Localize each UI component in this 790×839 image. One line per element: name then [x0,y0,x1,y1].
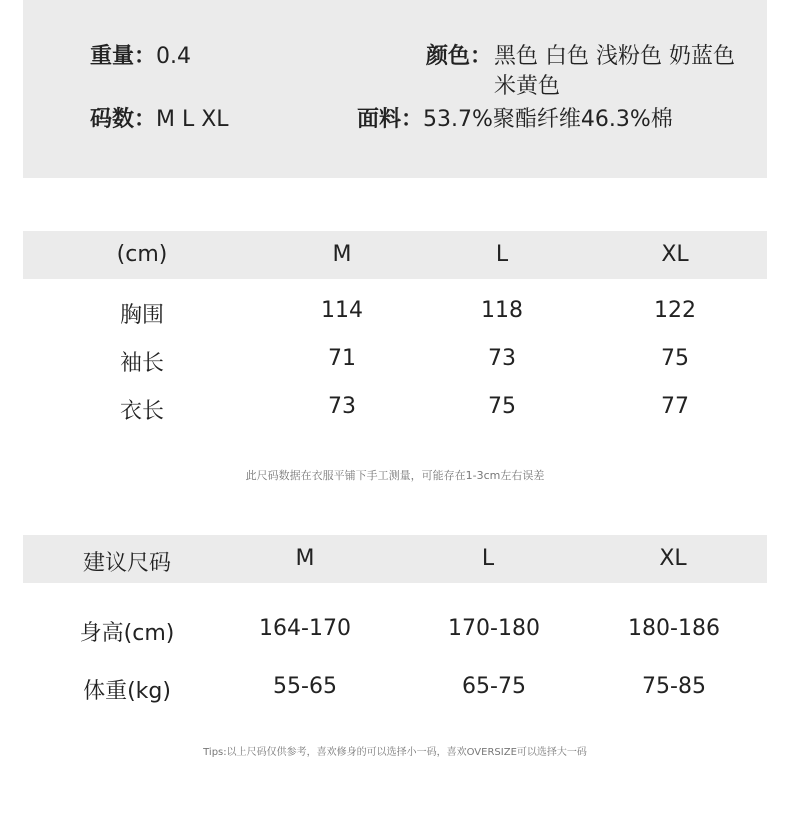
colors-row [426,42,735,99]
weight-value: 0.4 [156,44,192,69]
sizes-row [90,105,229,135]
size-cell: 118 [481,298,523,323]
recommend-cell: 180-186 [628,616,720,641]
colors-value-line1: 黑色 白色 浅粉色 奶蓝色 [494,44,735,69]
size-cell: 114 [321,298,363,323]
fabric-value: 53.7%聚酯纤维46.3%棉 [423,107,673,132]
weight-row [90,42,191,72]
recommend-row-label: 体重(kg) [83,679,171,704]
size-header-xl: XL [661,242,689,267]
recommend-cell: 55-65 [273,674,337,699]
colors-value-line2: 米黄色 [494,74,561,99]
sizes-value: M L XL [156,107,229,132]
size-cell: 73 [488,346,516,371]
size-cell: 77 [661,394,689,419]
colors-label: 颜色： [426,44,493,69]
size-row-label: 袖长 [119,351,164,376]
size-header-l: L [495,242,509,267]
recommend-cell: 164-170 [259,616,351,641]
size-cell: 75 [661,346,689,371]
size-header-m: M [332,242,352,267]
size-cell: 75 [488,394,516,419]
measurement-note: 此尺码数据在衣服平铺下手工测量，可能存在1-3cm左右误差 [245,469,545,482]
fabric-label: 面料： [357,107,424,132]
recommend-header-l: L [481,546,495,571]
recommend-cell: 65-75 [462,674,526,699]
size-row-label: 衣长 [119,399,164,424]
recommend-cell: 170-180 [448,616,540,641]
recommend-header-xl: XL [659,546,687,571]
fabric-row [357,105,673,135]
recommend-header-label: 建议尺码 [82,551,171,576]
weight-label: 重量： [90,44,157,69]
product-info-panel [23,0,767,178]
recommend-header-m: M [295,546,315,571]
sizes-label: 码数： [90,107,157,132]
size-header-unit: (cm) [116,242,168,267]
size-row-label: 胸围 [119,303,164,328]
size-cell: 122 [654,298,696,323]
size-cell: 73 [328,394,356,419]
recommend-cell: 75-85 [642,674,706,699]
tips-note: Tips:以上尺码仅供参考，喜欢修身的可以选择小一码，喜欢OVERSIZE可以选择大一码 [203,747,587,758]
recommend-row-label: 身高(cm) [79,621,175,646]
size-cell: 71 [328,346,356,371]
